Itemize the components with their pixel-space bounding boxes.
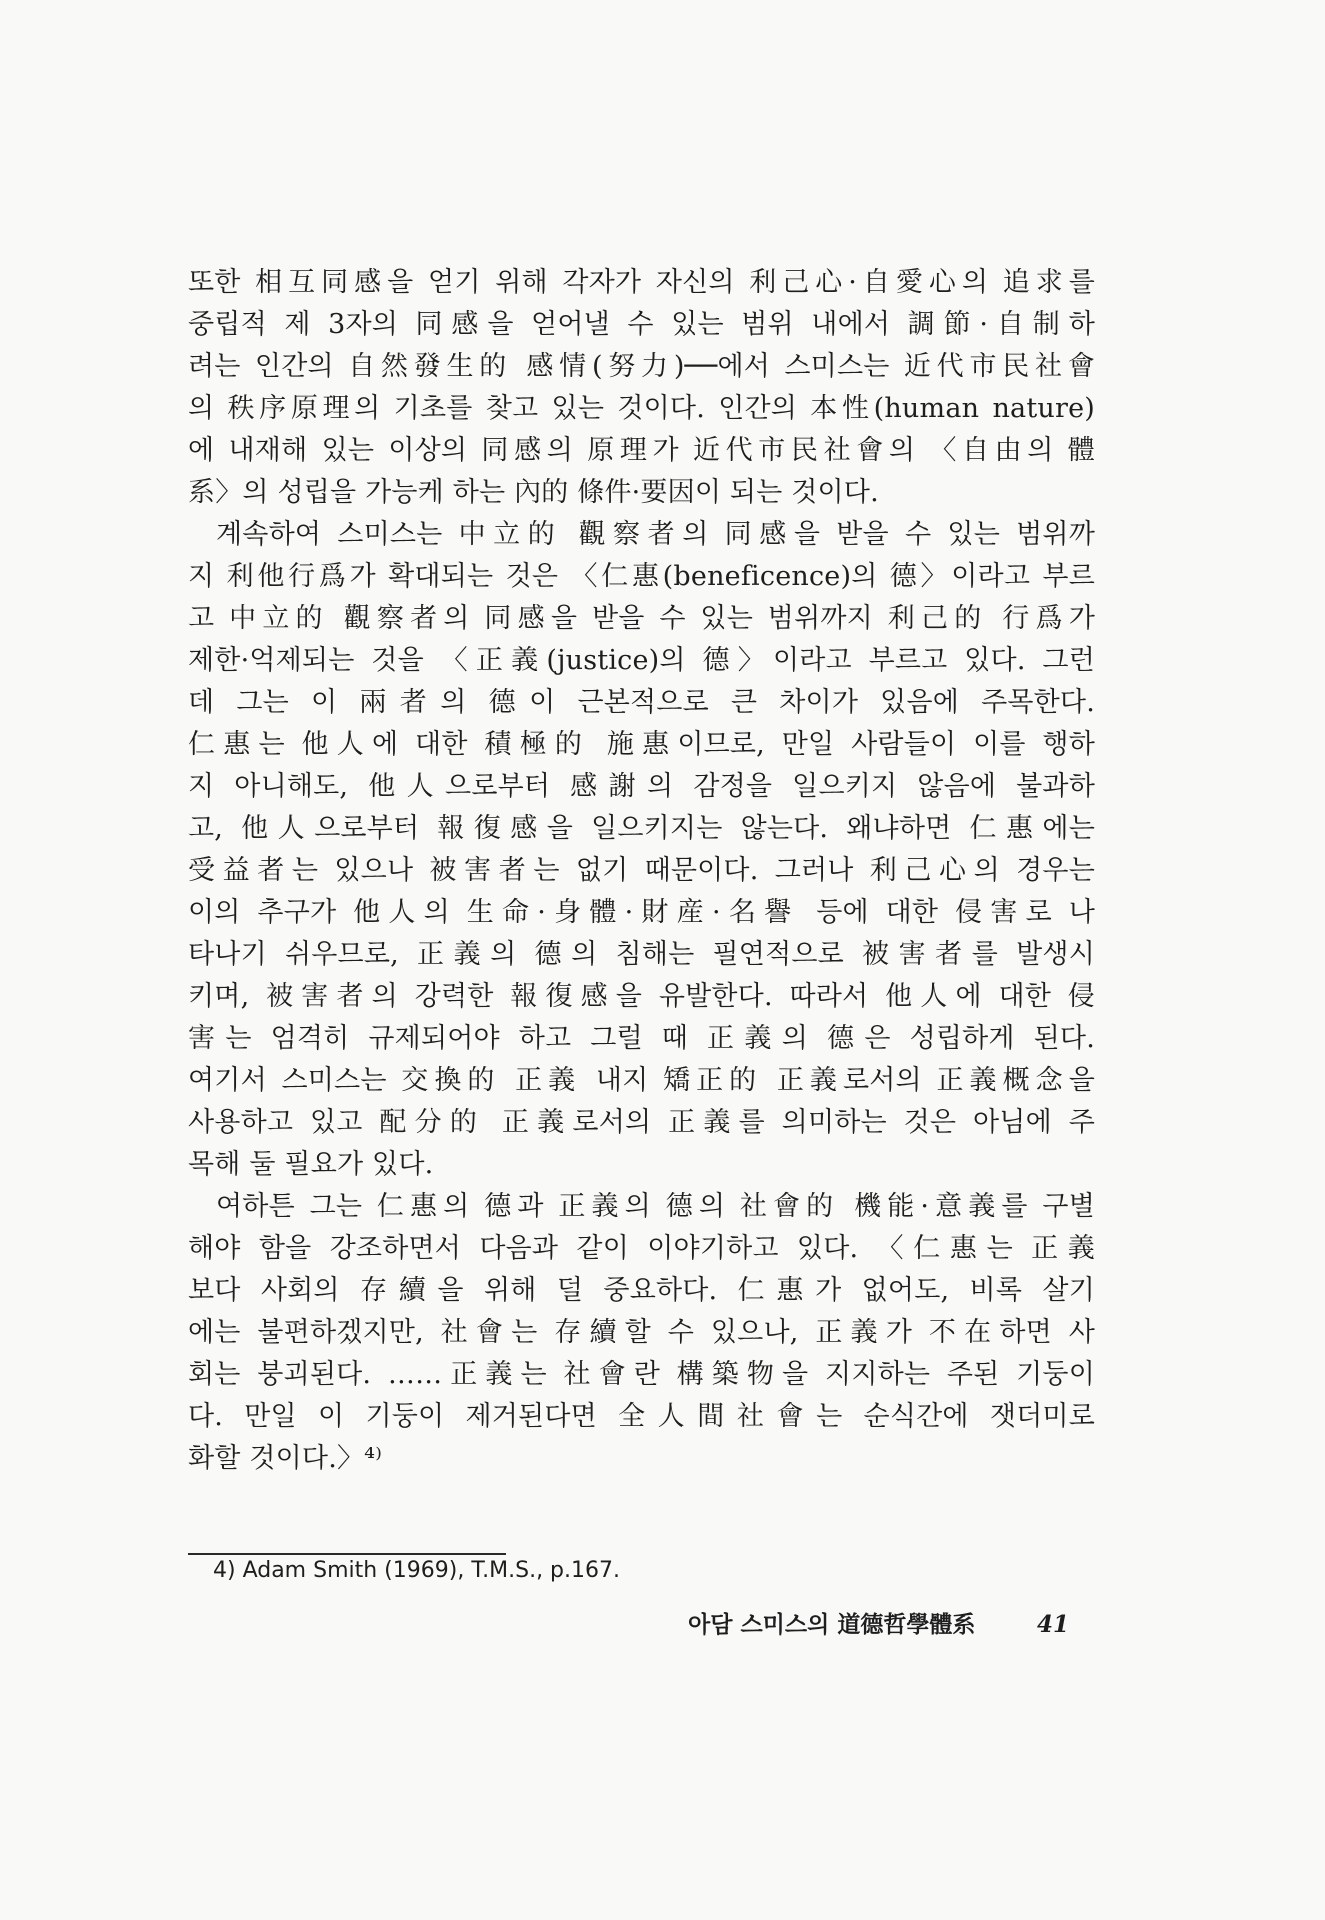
text-line: 에는 불편하겠지만, 社會는 存續할 수 있으나, 正義가 不在하면 사 [188,1317,1095,1348]
text-line: 제한·억제되는 것을 〈正義(justice)의 德〉이라고 부르고 있다. 그런 [188,645,1095,676]
text-line: 타나기 쉬우므로, 正義의 德의 침해는 필연적으로 被害者를 발생시 [188,939,1095,970]
text-line: 害는 엄격히 규제되어야 하고 그럴 때 正義의 德은 성립하게 된다. [188,1023,1095,1054]
text-line: 여기서 스미스는 交換的 正義 내지 矯正的 正義로서의 正義概念을 [188,1065,1095,1096]
text-line: 화할 것이다.〉⁴⁾ [188,1443,383,1474]
text-line: 고 中立的 觀察者의 同感을 받을 수 있는 범위까지 利己的 行爲가 [188,603,1095,634]
text-line: 다. 만일 이 기둥이 제거된다면 全人間社會는 순식간에 잿더미로 [188,1401,1095,1432]
text-line: 해야 함을 강조하면서 다음과 같이 이야기하고 있다. 〈仁惠는 正義 [188,1233,1095,1264]
footnote: 4) Adam Smith (1969), T.M.S., p.167. [213,1558,620,1583]
text-line: 사용하고 있고 配分的 正義로서의 正義를 의미하는 것은 아님에 주 [188,1107,1095,1138]
body-text [188,262,1095,1480]
text-line: 고, 他人으로부터 報復感을 일으키지는 않는다. 왜냐하면 仁惠에는 [188,813,1095,844]
text-line: 여하튼 그는 仁惠의 德과 正義의 德의 社會的 機能·意義를 구별 [216,1191,1095,1222]
text-line: 목해 둘 필요가 있다. [188,1149,434,1180]
text-line: 키며, 被害者의 강력한 報復感을 유발한다. 따라서 他人에 대한 侵 [188,981,1095,1012]
text-line: 또한 相互同感을 얻기 위해 각자가 자신의 利己心·自愛心의 追求를 [188,267,1095,298]
running-footer-title: 아담 스미스의 道德哲學體系 [688,1611,976,1638]
page-number: 41 [1037,1611,1070,1638]
text-line: 의 秩序原理의 기초를 찾고 있는 것이다. 인간의 本性(human nature) [188,393,1095,424]
text-line: 려는 인간의 自然發生的 感情(努力)──에서 스미스는 近代市民社會 [188,351,1095,382]
text-line: 계속하여 스미스는 中立的 觀察者의 同感을 받을 수 있는 범위까 [216,519,1095,550]
text-line: 受益者는 있으나 被害者는 없기 때문이다. 그러나 利己心의 경우는 [188,855,1095,886]
text-line: 회는 붕괴된다. ……正義는 社會란 構築物을 지지하는 주된 기둥이 [188,1359,1095,1390]
text-line: 에 내재해 있는 이상의 同感의 原理가 近代市民社會의 〈自由의 體 [188,435,1095,466]
text-line: 데 그는 이 兩者의 德이 근본적으로 큰 차이가 있음에 주목한다. [188,687,1095,718]
text-line: 仁惠는 他人에 대한 積極的 施惠이므로, 만일 사람들이 이를 행하 [188,729,1095,760]
text-line: 지 아니해도, 他人으로부터 感謝의 감정을 일으키지 않음에 불과하 [188,771,1095,802]
text-line: 보다 사회의 存續을 위해 덜 중요하다. 仁惠가 없어도, 비록 살기 [188,1275,1095,1306]
text-line: 중립적 제 3자의 同感을 얻어낼 수 있는 범위 내에서 調節·自制하 [188,309,1095,340]
text-line: 지 利他行爲가 확대되는 것은 〈仁惠(beneficence)의 德〉이라고 부르 [188,561,1095,592]
text-line: 系〉의 성립을 가능케 하는 內的 條件·要因이 되는 것이다. [188,477,879,508]
text-line: 이의 추구가 他人의 生命·身體·財産·名譽 등에 대한 侵害로 나 [188,897,1095,928]
